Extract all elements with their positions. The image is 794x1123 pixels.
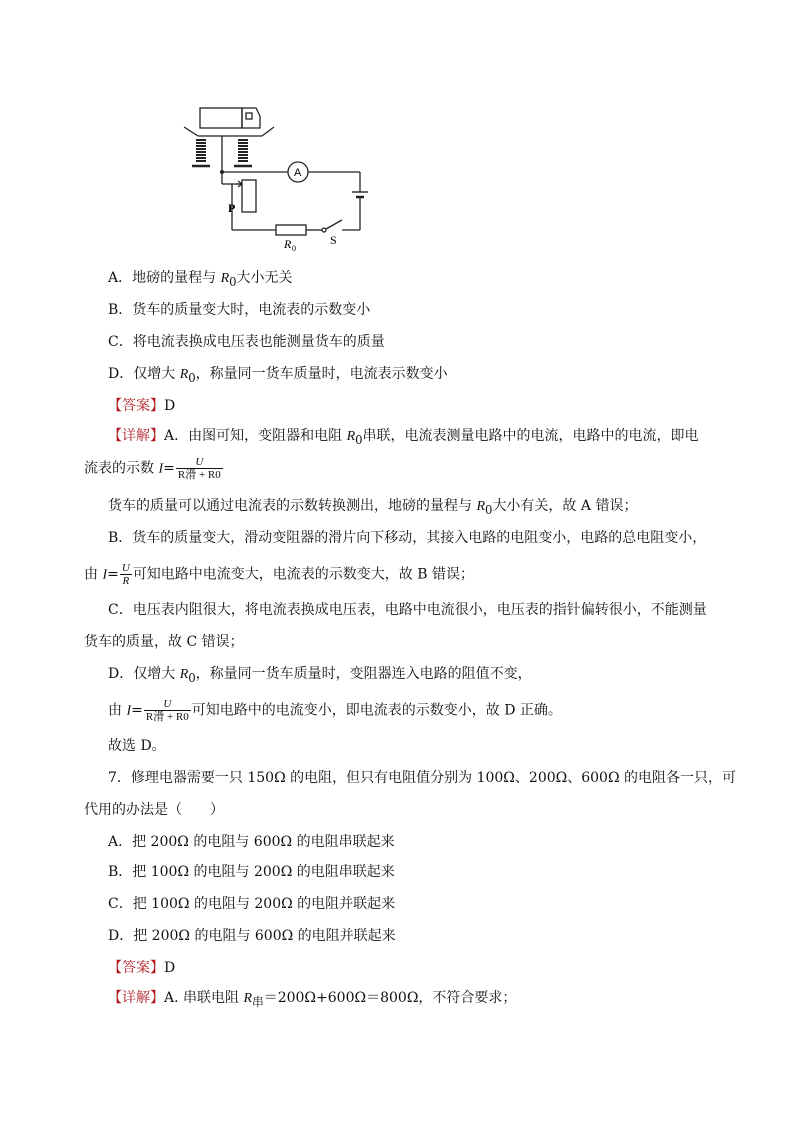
q7-option-a: A．把 200Ω 的电阻与 600Ω 的电阻串联起来 <box>108 834 395 850</box>
q6-option-c: C．将电流表换成电压表也能测量货车的质量 <box>108 334 385 350</box>
q7-option-b: B．把 100Ω 的电阻与 200Ω 的电阻串联起来 <box>108 864 395 880</box>
q6-detail-line-4: B．货车的质量变大，滑动变阻器的滑片向下移动，其接入电路的电阻变小，电路的总电阻变小， <box>108 530 707 546</box>
q7-stem-line-1: 7．修理电器需要一只 150Ω 的电阻，但只有电阻值分别为 100Ω、200Ω、600Ω 的电阻各一只，可 <box>108 770 737 786</box>
q6-detail-line-10: 故选 D。 <box>108 738 166 754</box>
q7-stem-line-2: 代用的办法是（ ） <box>84 802 224 818</box>
q7-option-c: C．把 100Ω 的电阻与 200Ω 的电阻并联起来 <box>108 896 396 912</box>
q6-detail-line-7: 货车的质量，故 C 错误； <box>84 634 244 650</box>
resistor-r0 <box>276 225 306 235</box>
resistor-label: R <box>284 237 292 251</box>
q6-detail-line-1: 【详解】A．由图可知，变阻器和电阻 $R_0$串联，电流表测量电路中的电流，电路中的电流，即电 <box>108 428 699 447</box>
circuit-diagram <box>178 100 388 255</box>
q6-detail-line-9: 由 I= $\frac{U}{\text{R滑 + R0}}$ 可知电路中的电流变小，即电流表的示数变小，故 D 正确。 <box>108 698 562 723</box>
truck-window <box>246 113 252 119</box>
slider-label: P <box>228 201 236 215</box>
switch-label: S <box>330 233 337 247</box>
q7-option-d: D．把 200Ω 的电阻与 600Ω 的电阻并联起来 <box>108 928 396 944</box>
q6-answer: 【答案】D <box>108 398 176 414</box>
q6-detail-line-3: 货车的质量可以通过电流表的示数转换测出，地磅的量程与 $R_0$大小有关，故 A 错误； <box>108 498 638 517</box>
q6-option-a: A．地磅的量程与 $R_0$大小无关 <box>108 270 293 289</box>
truck-cargo <box>200 108 242 128</box>
q7-answer: 【答案】D <box>108 960 176 976</box>
q6-detail-line-8: D．仅增大 $R_0$，称量同一货车质量时，变阻器连入电路的阻值不变， <box>108 666 532 685</box>
formula-fraction: $\frac{U}{R}$ <box>121 562 130 587</box>
ammeter-label: A <box>294 167 302 179</box>
rheostat <box>242 180 256 212</box>
spring-right <box>238 140 248 161</box>
q6-detail-line-6: C．电压表内阻很大，将电流表换成电压表，电路中电流很小，电压表的指针偏转很小，不能测量 <box>108 602 707 618</box>
resistor-subscript: 0 <box>292 244 296 253</box>
formula-fraction: $\frac{U}{\text{R滑 + R0}}$ <box>177 456 221 481</box>
q6-option-d: D．仅增大 $R_0$，称量同一货车质量时，电流表示数变小 <box>108 366 448 385</box>
q6-detail-line-5: 由 I= $\frac{U}{R}$ 可知电路中电流变大，电流表的示数变大，故 B 错误； <box>84 562 474 587</box>
formula-fraction: $\frac{U}{\text{R滑 + R0}}$ <box>145 698 189 723</box>
switch <box>326 220 342 229</box>
q7-detail: 【详解】A. 串联电阻 $R_串=200\Omega+600\Omega=800\Omega$，不符合要求； <box>108 990 517 1009</box>
q6-option-b: B．货车的质量变大时，电流表的示数变小 <box>108 302 371 318</box>
spring-left <box>196 140 206 161</box>
q6-detail-line-2: 流表的示数 I= $\frac{U}{\text{R滑 + R0}}$ <box>84 456 221 481</box>
